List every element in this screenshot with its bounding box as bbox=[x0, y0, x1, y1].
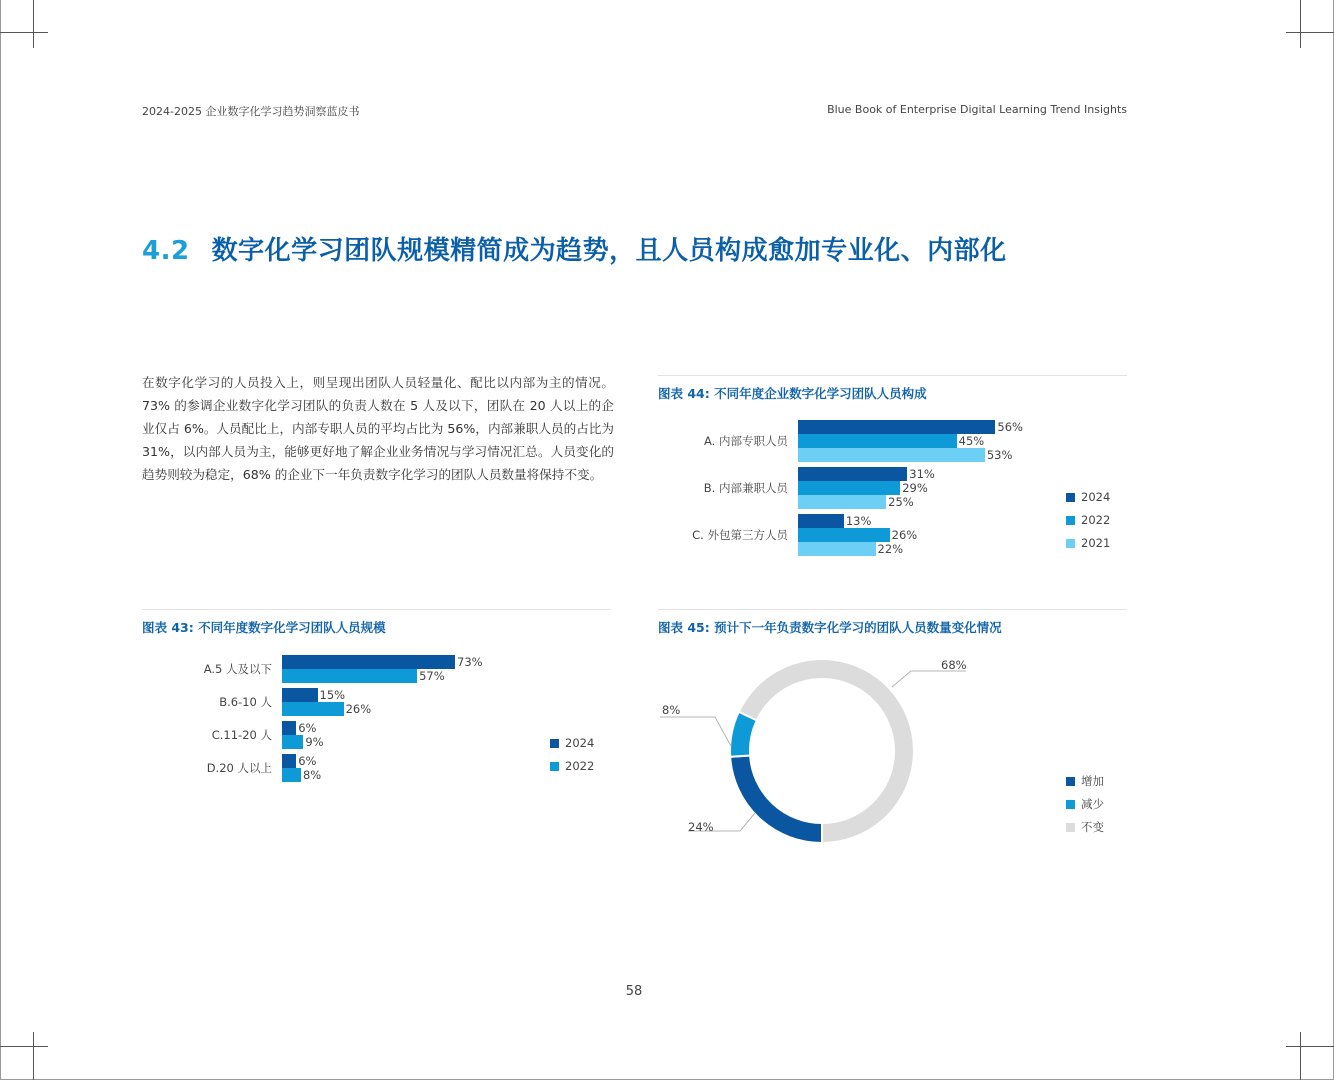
legend-item-增加 bbox=[1066, 773, 1104, 789]
crop-mark bbox=[33, 0, 34, 48]
running-header-left: 2024-2025 企业数字化学习趋势洞察蓝皮书 bbox=[142, 105, 360, 118]
legend-item-2024 bbox=[550, 736, 594, 750]
bar-value-label: 8% bbox=[302, 768, 322, 782]
bar-2021 bbox=[798, 542, 876, 556]
bar-2024 bbox=[282, 721, 296, 735]
legend-swatch bbox=[1066, 493, 1075, 502]
donut-svg bbox=[658, 650, 1128, 850]
donut-value-label: 8% bbox=[662, 703, 681, 717]
bar-value-label: 45% bbox=[958, 434, 985, 448]
crop-mark bbox=[1286, 1046, 1334, 1047]
crop-mark bbox=[33, 1032, 34, 1080]
bar-value-label: 15% bbox=[319, 688, 346, 702]
bar-2024 bbox=[798, 420, 995, 434]
bar-value-label: 57% bbox=[419, 669, 445, 683]
page-edge bbox=[0, 0, 1, 1080]
legend-label: 2021 bbox=[1081, 536, 1111, 550]
bar-2022 bbox=[282, 669, 417, 683]
bar-value-label: 26% bbox=[345, 702, 372, 716]
category-label: B.6-10 人 bbox=[219, 695, 272, 709]
figure-divider bbox=[142, 609, 611, 610]
bar-value-label: 22% bbox=[877, 542, 904, 556]
legend-swatch bbox=[1066, 777, 1075, 786]
crop-mark bbox=[0, 1046, 48, 1047]
bar-value-label: 6% bbox=[298, 754, 317, 768]
running-header-right: Blue Book of Enterprise Digital Learning Trend Insights bbox=[827, 103, 1127, 116]
bar-2022 bbox=[798, 528, 890, 542]
bar-value-label: 53% bbox=[986, 448, 1013, 462]
bar-2022 bbox=[282, 768, 301, 782]
category-label: B. 内部兼职人员 bbox=[703, 481, 788, 495]
bar-2022 bbox=[282, 735, 303, 749]
bar-2022 bbox=[798, 481, 900, 495]
crop-mark bbox=[1300, 0, 1301, 48]
legend-item-2022 bbox=[550, 759, 594, 773]
bar-value-label: 73% bbox=[457, 655, 483, 669]
crop-mark bbox=[1286, 32, 1334, 33]
bar-2024 bbox=[282, 655, 455, 669]
donut-value-label: 24% bbox=[688, 820, 714, 834]
bar-value-label: 9% bbox=[305, 735, 324, 749]
figure-divider bbox=[658, 375, 1127, 376]
figure-43-bar-chart bbox=[142, 655, 612, 790]
bar-value-label: 29% bbox=[902, 481, 928, 495]
donut-value-label: 68% bbox=[941, 658, 967, 672]
leader-line bbox=[892, 671, 966, 687]
figure-45-donut-chart bbox=[658, 650, 1128, 850]
legend-item-2024 bbox=[1066, 490, 1110, 504]
bar-value-label: 56% bbox=[997, 420, 1023, 434]
legend-label: 2024 bbox=[565, 736, 595, 750]
category-label: A.5 人及以下 bbox=[203, 662, 272, 676]
bar-2024 bbox=[798, 514, 844, 528]
legend-item-2021 bbox=[1066, 536, 1110, 550]
legend-label: 减少 bbox=[1081, 797, 1104, 811]
legend-item-2022 bbox=[1066, 513, 1110, 527]
page-number: 58 bbox=[625, 984, 643, 999]
legend-item-不变 bbox=[1066, 819, 1104, 835]
bar-2021 bbox=[798, 448, 985, 462]
figure-45-title: 图表 45: 预计下一年负责数字化学习的团队人员数量变化情况 bbox=[658, 620, 1002, 635]
bar-2024 bbox=[282, 754, 296, 768]
section-heading bbox=[142, 230, 1007, 267]
figure-44-title: 图表 44: 不同年度企业数字化学习团队人员构成 bbox=[658, 386, 927, 401]
category-label: C. 外包第三方人员 bbox=[692, 528, 788, 542]
body-paragraph: 在数字化学习的人员投入上，则呈现出团队人员轻量化、配比以内部为主的情况。73% 的参调企业数字化学习团队的负责人数在 5 人及以下，团队在 20 人以上的企业仅占 6%。人员配比上，内部专职人员的平均占比为 56%，内部兼职人员的占比为 31%，以内部人员为主，能够更好地了解企业业务情况与学习情况汇总。人员变化的趋势则较为稳定，68% 的企业下一年负责数字化学习的团队人员数量将保持不变。 bbox=[142, 375, 614, 482]
legend-label: 2024 bbox=[1081, 490, 1111, 504]
legend-swatch bbox=[550, 762, 559, 771]
legend-item-减少 bbox=[1066, 796, 1104, 812]
bar-2022 bbox=[282, 702, 344, 716]
legend-label: 2022 bbox=[1081, 513, 1111, 527]
section-title: 数字化学习团队规模精简成为趋势，且人员构成愈加专业化、内部化 bbox=[211, 236, 1007, 266]
legend-swatch bbox=[1066, 823, 1075, 832]
figure-44-bar-chart bbox=[658, 420, 1128, 565]
figure-43-title: 图表 43: 不同年度数字化学习团队人员规模 bbox=[142, 620, 386, 635]
legend-label: 增加 bbox=[1081, 774, 1104, 788]
section-number: 4.2 bbox=[142, 236, 190, 266]
bar-value-label: 6% bbox=[298, 721, 317, 735]
bar-value-label: 26% bbox=[891, 528, 918, 542]
legend-label: 2022 bbox=[565, 759, 595, 773]
donut-slice-增加 bbox=[730, 756, 822, 843]
bar-2021 bbox=[798, 495, 886, 509]
legend-swatch bbox=[550, 739, 559, 748]
bar-2024 bbox=[282, 688, 318, 702]
category-label: C.11-20 人 bbox=[211, 728, 272, 742]
leader-line bbox=[660, 717, 731, 746]
category-label: A. 内部专职人员 bbox=[704, 434, 788, 448]
legend-label: 不变 bbox=[1081, 820, 1104, 834]
legend-swatch bbox=[1066, 516, 1075, 525]
crop-mark bbox=[0, 32, 48, 33]
bar-value-label: 31% bbox=[909, 467, 935, 481]
crop-mark bbox=[1300, 1032, 1301, 1080]
legend-swatch bbox=[1066, 539, 1075, 548]
category-label: D.20 人以上 bbox=[206, 761, 272, 775]
figure-divider bbox=[658, 609, 1127, 610]
legend-swatch bbox=[1066, 800, 1075, 809]
bar-value-label: 13% bbox=[845, 514, 872, 528]
bar-2022 bbox=[798, 434, 957, 448]
bar-value-label: 25% bbox=[888, 495, 914, 509]
bar-2024 bbox=[798, 467, 907, 481]
